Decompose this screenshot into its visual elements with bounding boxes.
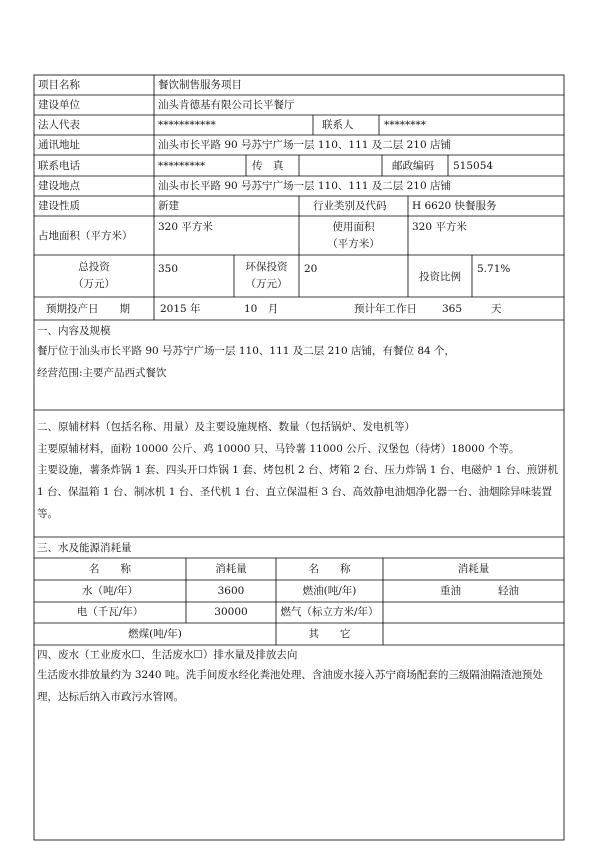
ratio-value: 5.71% — [477, 263, 511, 275]
contact-value: ******** — [384, 119, 426, 131]
heavy-oil-label: 重油 — [440, 585, 461, 597]
light-oil-label: 轻油 — [498, 585, 519, 597]
energy-usage-header-2: 消耗量 — [457, 563, 490, 575]
nature-label: 建设性质 — [38, 200, 80, 212]
workday-value: 365 — [442, 303, 463, 315]
gas-label: 燃气（标立方米/年） — [280, 606, 379, 618]
env-invest-label-2: （万元） — [245, 278, 288, 290]
area-label: 占地面积（平方米） — [38, 230, 133, 242]
power-value: 30000 — [214, 606, 248, 618]
address-value: 汕头市长平路 90 号苏宁广场一层 110、111 及二层 210 店铺 — [158, 139, 452, 151]
nature-value: 新建 — [158, 200, 179, 212]
coal-label: 燃煤(吨/年) — [128, 628, 182, 640]
fax-label: 传 真 — [252, 160, 284, 172]
section-2-paragraph-2: 主要设施，薯条炸锅 1 套、四头开口炸锅 1 套、烤包机 2 台、烤箱 2 台、压力炸锅 1 台、电磁炉 1 台、煎饼机 1 台、保温箱 1 台、制冰机 1 台、圣代机 1 台、直立保温柜 3 台、高效静电油烟净化器一台、油烟除异味装置等。 — [37, 464, 559, 520]
env-invest-label-1: 环保投资 — [245, 261, 288, 273]
build-unit-value: 汕头肯德基有限公司长平餐厅 — [158, 99, 295, 111]
invest-label-2: （万元） — [73, 278, 115, 290]
section-3-title: 三、水及能源消耗量 — [37, 542, 132, 554]
usearea-label-1: 使用面积 — [332, 221, 375, 233]
area-value: 320 平方米 — [158, 221, 213, 233]
other-label: 其 它 — [308, 628, 351, 640]
legal-rep-value: *********** — [158, 119, 216, 131]
contact-label: 联系人 — [322, 119, 354, 131]
invest-label-1: 总投资 — [78, 261, 110, 273]
fuel-oil-label: 燃油(吨/年) — [302, 585, 357, 597]
production-month: 10 月 — [244, 303, 279, 315]
energy-usage-header: 消耗量 — [215, 563, 247, 575]
section-1-title: 一、内容及规模 — [37, 325, 111, 337]
phone-label: 联系电话 — [38, 160, 80, 172]
postcode-label: 邮政编码 — [392, 160, 434, 172]
env-invest-value: 20 — [304, 263, 318, 275]
usearea-value: 320 平方米 — [412, 221, 467, 233]
project-name-label: 项目名称 — [38, 79, 80, 91]
legal-rep-label: 法人代表 — [38, 119, 80, 131]
workday-label: 预计年工作日 — [354, 303, 417, 315]
energy-name-header-2: 名 称 — [308, 563, 351, 575]
postcode-value: 515054 — [453, 160, 494, 172]
water-label: 水（吨/年） — [81, 585, 139, 597]
build-unit-label: 建设单位 — [38, 99, 80, 111]
section-4-paragraph-1: 生活废水排放量约为 3240 吨。洗手间废水经化粪池处理、含油废水接入苏宁商场配套的三级隔油隔渣池预处理，达标后纳入市政污水管网。 — [37, 669, 543, 703]
phone-value: ********* — [158, 160, 206, 172]
industry-value: H 6620 快餐服务 — [412, 200, 497, 212]
section-2-paragraph-1: 主要原辅材料，面粉 10000 公斤、鸡 10000 只、马铃薯 11000 公斤、汉堡包（待烤）18000 个等。 — [37, 443, 520, 455]
invest-value: 350 — [158, 263, 179, 275]
section-4-title: 四、废水（工业废水☐、生活废水☐）排水量及排放去向 — [37, 649, 298, 661]
section-1-paragraph-1: 餐厅位于汕头市长平路 90 号苏宁广场一层 110、111 及二层 210 店铺，有餐位 84 个， — [37, 345, 456, 357]
industry-label: 行业类别及代码 — [313, 200, 387, 212]
water-value: 3600 — [217, 585, 245, 597]
workday-unit: 天 — [491, 303, 502, 315]
production-year: 2015 年 — [160, 303, 201, 315]
site-label: 建设地点 — [38, 180, 80, 192]
usearea-label-2: （平方米） — [327, 238, 380, 250]
project-name-value: 餐饮制售服务项目 — [158, 79, 242, 91]
energy-name-header: 名 称 — [89, 563, 131, 575]
address-label: 通讯地址 — [38, 139, 80, 151]
production-date-label: 预期投产日 期 — [46, 303, 130, 315]
ratio-label: 投资比例 — [419, 271, 461, 283]
section-2-title: 二、原辅材料（包括名称、用量）及主要设施规格、数量（包括锅炉、发电机等） — [37, 421, 415, 433]
section-1-paragraph-2: 经营范围:主要产品西式餐饮 — [37, 367, 167, 379]
site-value: 汕头市长平路 90 号苏宁广场一层 110、111 及二层 210 店铺 — [158, 180, 452, 192]
power-label: 电（千瓦/年） — [76, 606, 144, 618]
